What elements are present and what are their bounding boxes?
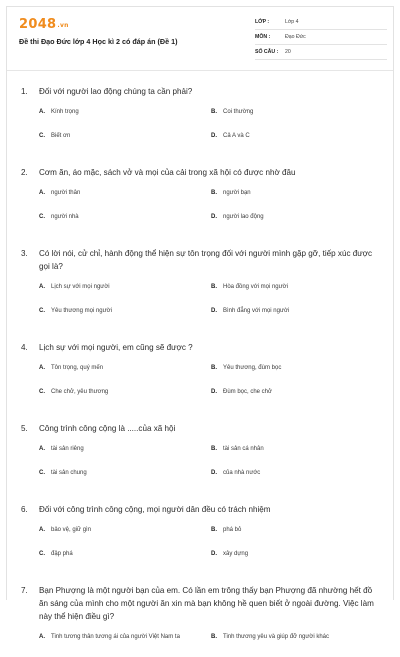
option-a[interactable]: A. Kính trọng — [39, 109, 79, 115]
question-6 — [21, 503, 383, 570]
question-number: 2. — [21, 168, 28, 177]
option-a[interactable]: A. bảo vệ, giữ gìn — [39, 527, 92, 533]
question-2 — [21, 166, 383, 233]
meta-label: LỚP : — [255, 19, 270, 25]
question-list — [7, 85, 393, 657]
option-d[interactable]: D. của nhà nước — [211, 470, 261, 476]
option-d[interactable]: D. Cả A và C — [211, 133, 250, 139]
exam-meta — [255, 15, 387, 60]
option-b[interactable]: B. tài sản cá nhân — [211, 446, 264, 452]
option-d[interactable]: D. xây dựng — [211, 551, 249, 557]
question-number: 1. — [21, 87, 28, 96]
meta-grade — [255, 15, 387, 30]
option-c[interactable]: C. Biết ơn — [39, 133, 71, 139]
option-c[interactable]: C. Che chở, yêu thương — [39, 389, 109, 395]
option-b[interactable]: B. người bạn — [211, 190, 251, 196]
question-1 — [21, 85, 383, 152]
site-logo[interactable]: 2048.vn — [19, 17, 69, 32]
option-d[interactable]: D. Đùm bọc, che chở — [211, 389, 272, 395]
question-number: 3. — [21, 249, 28, 258]
option-b[interactable]: B. Coi thường — [211, 109, 254, 115]
meta-question-count — [255, 45, 387, 60]
question-4 — [21, 341, 383, 408]
question-text: Đối với người lao động chúng ta cần phải? — [39, 87, 193, 96]
option-b[interactable]: B. Yêu thương, đùm bọc — [211, 365, 282, 371]
option-c[interactable]: C. tài sản chung — [39, 470, 87, 476]
meta-value: Đạo Đức — [285, 34, 306, 40]
question-text: Đối với công trình công cộng, mọi người dân đều có trách nhiệm — [39, 505, 271, 514]
option-b[interactable]: B. Hòa đồng với mọi người — [211, 284, 288, 290]
option-a[interactable]: A. Tinh tương thân tương ái của người Việt Nam ta — [39, 634, 180, 640]
meta-value: Lớp 4 — [285, 19, 299, 25]
option-c[interactable]: C. Yêu thương mọi người — [39, 308, 112, 314]
exam-title: Đề thi Đạo Đức lớp 4 Học kì 2 có đáp án (Đề 1) — [19, 37, 178, 46]
option-a[interactable]: A. Lịch sự với mọi người — [39, 284, 110, 290]
question-5 — [21, 422, 383, 489]
question-3 — [21, 247, 383, 327]
question-number: 4. — [21, 343, 28, 352]
exam-header — [7, 7, 393, 71]
option-b[interactable]: B. Tinh thương yêu và giúp đỡ người khác — [211, 634, 330, 640]
meta-subject — [255, 30, 387, 45]
question-text: Công trình công cộng là .....của xã hội — [39, 424, 176, 433]
question-text: Cơm ăn, áo mặc, sách vở và mọi của cải trong xã hội có được nhờ đâu — [39, 168, 296, 177]
option-c[interactable]: C. người nhà — [39, 214, 79, 220]
meta-label: MÔN : — [255, 34, 271, 40]
exam-page — [6, 6, 394, 640]
question-text: Bạn Phượng là một người bạn của em. Có lần em trông thấy bạn Phượng đã nhường hết đồ ăn sáng của mình cho một người ăn xin mà bạn không hề quen biết ở ngoài đường. Việc làm này thể hiện điều gì? — [39, 586, 374, 621]
question-number: 5. — [21, 424, 28, 433]
option-a[interactable]: A. người thân — [39, 190, 81, 196]
option-d[interactable]: D. người lao động — [211, 214, 264, 220]
question-7 — [21, 584, 383, 657]
option-b[interactable]: B. phá bỏ — [211, 527, 242, 533]
option-a[interactable]: A. tài sản riêng — [39, 446, 84, 452]
question-text: Có lời nói, cử chỉ, hành động thể hiện sự tôn trọng đối với người mình gặp gỡ, tiếp xúc được gọi là? — [39, 249, 373, 271]
option-d[interactable]: D. Bình đẳng với mọi người — [211, 308, 290, 314]
question-number: 7. — [21, 586, 28, 595]
meta-label: SỐ CÂU : — [255, 49, 279, 55]
option-c[interactable]: C. đập phá — [39, 551, 73, 557]
question-number: 6. — [21, 505, 28, 514]
question-text: Lịch sự với mọi người, em cũng sẽ được ? — [39, 343, 193, 352]
meta-value: 20 — [285, 49, 291, 55]
option-a[interactable]: A. Tôn trọng, quý mến — [39, 365, 104, 371]
